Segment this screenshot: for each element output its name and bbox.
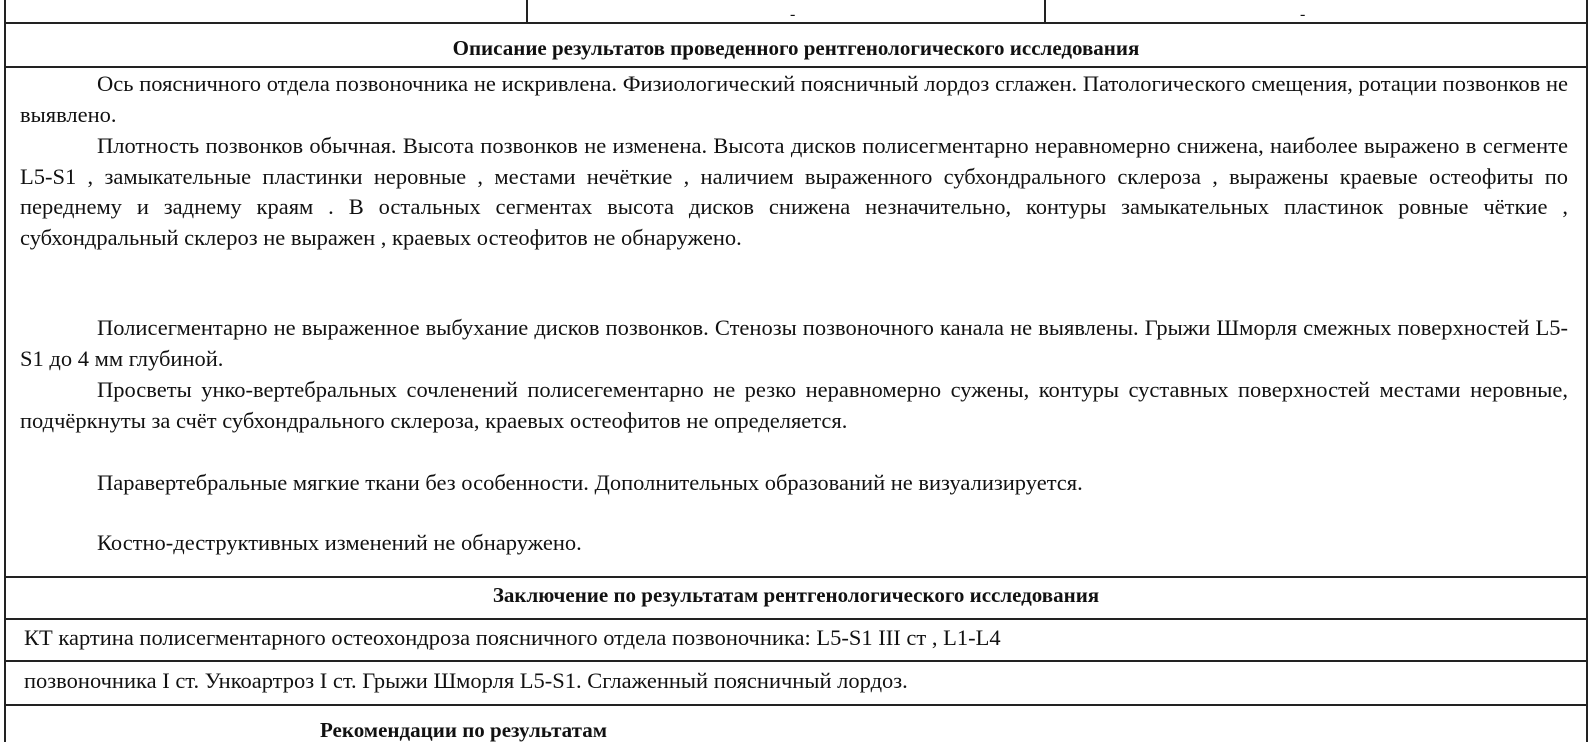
description-paragraph: Плотность позвонков обычная. Высота позвонков не изменена. Высота дисков полисегментарно неравномерно снижена, наиболее выражено в сегменте L5-S1 , замыкательные пластинки неровные , местами нечёткие , наличием выраженного субхондрального склероза , выражены краевые остеофиты по переднему и заднему краям . В остальных сегментах высота дисков снижена незначительно, контуры замыкательных пластинок ровные чёткие , субхондральный склероз не выражен , краевых остеофитов не обнаружено. [20,133,1568,250]
conclusion-line: позвоночника I ст. Ункоартроз I ст. Грыжи Шморля L5-S1. Сглаженный поясничный лордоз. [24,668,908,693]
row-divider [4,576,1588,578]
description-paragraph: Паравертебральные мягкие ткани без особенности. Дополнительных образований не визуализируется. [97,470,1083,495]
description-paragraph: Ось поясничного отдела позвоночника не искривлена. Физиологический поясничный лордоз сглажен. Патологического смещения, ротации позвонков не выявлено. [20,71,1568,127]
row-divider [4,22,1588,24]
column-divider [1044,0,1046,22]
description-paragraph: Просветы унко-вертебральных сочленений полисегементарно не резко неравномерно сужены, контуры суставных поверхностей местами неровные, подчёркнуты за счёт субхондрального склероза, краевых остеофитов не определяется. [20,377,1568,433]
conclusion-line: КТ картина полисегментарного остеохондроза поясничного отдела позвоночника: L5-S1 III ст , L1-L4 [24,625,1001,650]
column-divider [526,0,528,22]
conclusion-header: Заключение по результатам рентгенологического исследования [492,583,1100,607]
row-divider [4,704,1588,706]
row-divider [4,66,1588,68]
recommendations-header: Рекомендации по результатам [320,718,608,742]
row-divider [4,660,1588,662]
top-cell-value: - [790,6,796,23]
description-paragraph: Полисегментарно не выраженное выбухание дисков позвонков. Стенозы позвоночного канала не выявлены. Грыжи Шморля смежных поверхностей L5-S1 до 4 мм глубиной. [20,315,1568,371]
top-cell-value: - [1300,6,1306,23]
description-paragraph: Костно-деструктивных изменений не обнаружено. [97,530,582,555]
row-divider [4,618,1588,620]
description-header: Описание результатов проведенного рентгенологического исследования [452,36,1140,60]
